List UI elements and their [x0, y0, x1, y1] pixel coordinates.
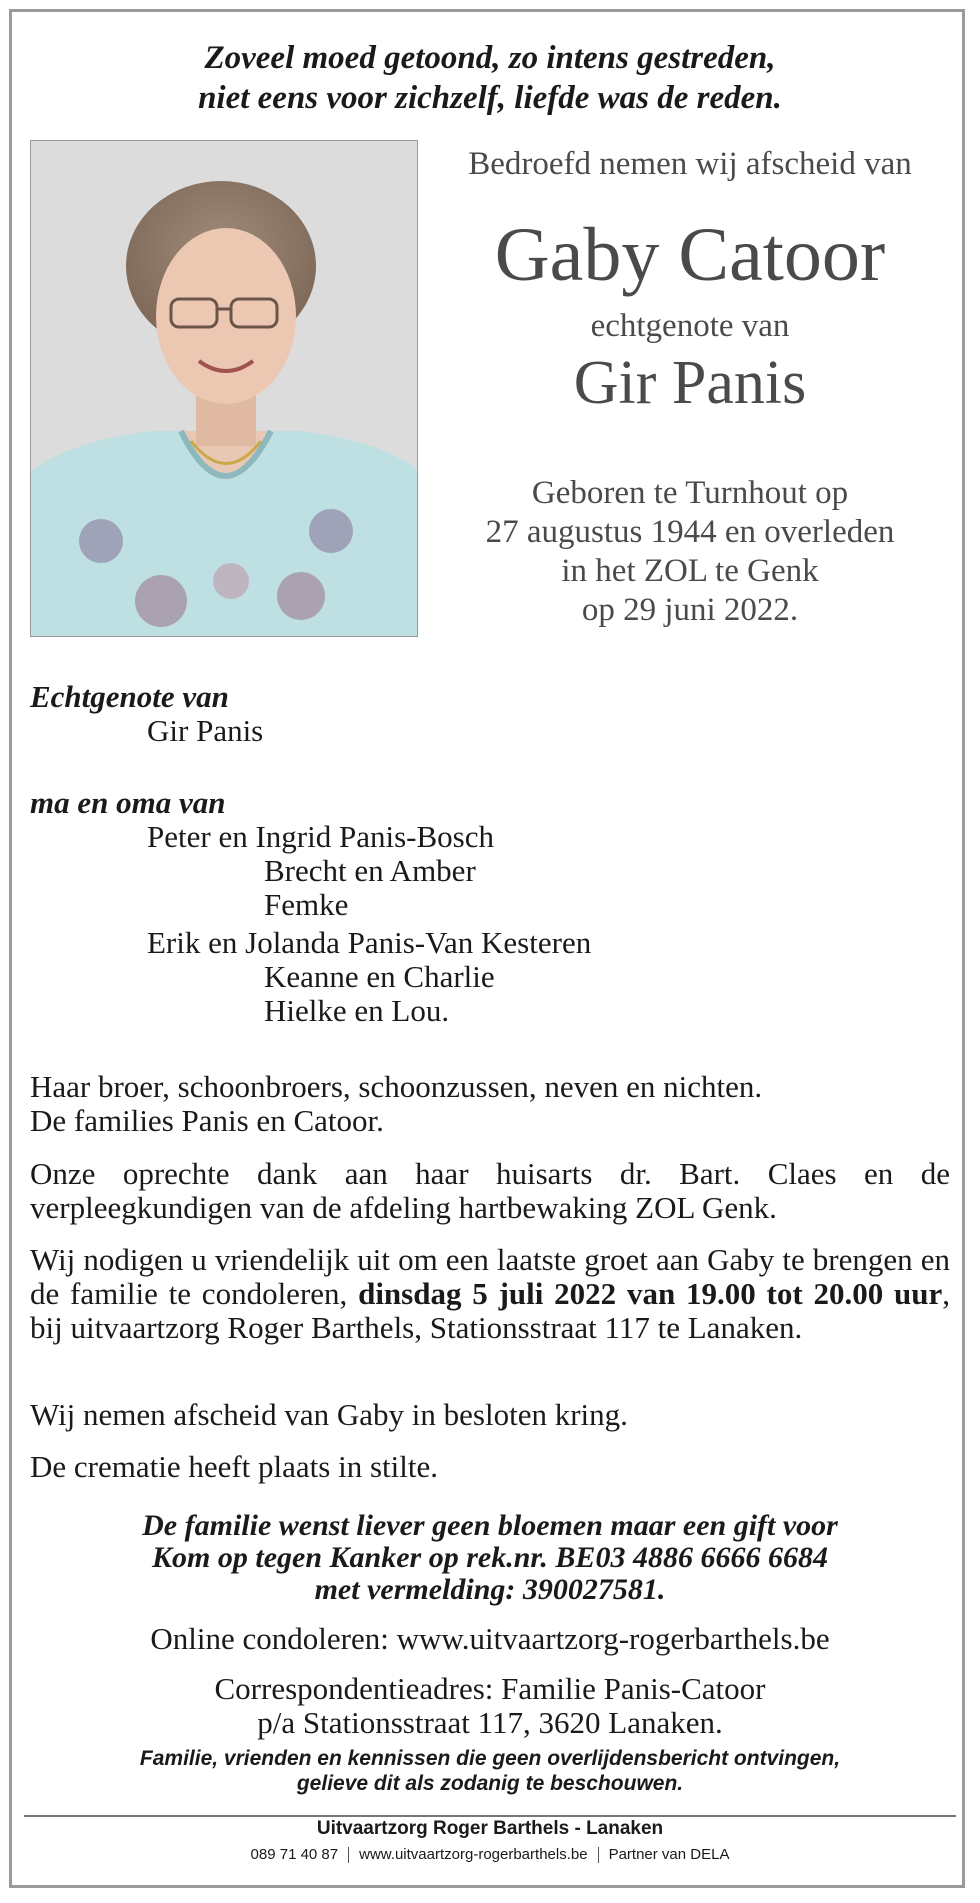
intro-text: Bedroefd nemen wij afscheid van: [468, 146, 912, 182]
deceased-name: Gaby Catoor: [494, 213, 886, 297]
child-2: Erik en Jolanda Panis-Van Kesteren: [147, 925, 592, 960]
motto-line-1: Zoveel moed getoond, zo intens gestreden,: [204, 40, 776, 76]
footer-partner: Partner van DELA: [608, 1846, 730, 1863]
spouse-label: echtgenote van: [590, 308, 790, 344]
notice-disclaimer: [30, 1746, 950, 1796]
footer-website[interactable]: www.uitvaartzorg-rogerbarthels.be: [359, 1846, 588, 1863]
relatives-line-1: Haar broer, schoonbroers, schoonzussen, neven en nichten.: [30, 1069, 763, 1104]
children-heading: ma en oma van: [30, 785, 226, 820]
invitation-text-start: Wij nodigen u vriendelijk uit om een laatste groet aan Gaby te brengen en de familie te condoleren,: [30, 1242, 950, 1311]
footer-phone: 089 71 40 87: [250, 1846, 339, 1863]
online-condolences: Online condoleren: www.uitvaartzorg-rogerbarthels.be: [150, 1621, 830, 1656]
relatives-line-2: De families Panis en Catoor.: [30, 1103, 384, 1138]
grandchildren-1a: Brecht en Amber: [264, 853, 476, 888]
spouse-heading: Echtgenote van: [30, 679, 229, 714]
motto: [20, 38, 960, 118]
grandchildren-2a: Keanne en Charlie: [264, 959, 495, 994]
footer-contact: [30, 1845, 950, 1865]
donation-line-1: De familie wenst liever geen bloemen maar een gift voor: [142, 1509, 838, 1542]
correspondence-address: [30, 1672, 950, 1740]
address-line-2: p/a Stationsstraat 117, 3620 Lanaken.: [257, 1705, 723, 1740]
grandchildren-2b: Hielke en Lou.: [264, 993, 450, 1028]
donation-line-2: Kom op tegen Kanker op rek.nr. BE03 4886 6666 6684: [152, 1541, 828, 1574]
footer-separator: [348, 1847, 349, 1863]
portrait-icon: [31, 141, 418, 637]
invitation-date-time: dinsdag 5 juli 2022 van 19.00 tot 20.00 uur: [358, 1276, 943, 1311]
address-line-1: Correspondentieadres: Familie Panis-Catoor: [214, 1671, 766, 1706]
portrait-photo: [30, 140, 418, 637]
donation-line-3: met vermelding: 390027581.: [314, 1573, 666, 1606]
disclaimer-line-1: Familie, vrienden en kennissen die geen overlijdensbericht ontvingen,: [139, 1747, 841, 1770]
donation-request: [30, 1510, 950, 1606]
thanks-paragraph: Onze oprechte dank aan haar huisarts dr. Bart. Claes en de verpleegkundigen van de afdeling hartbewaking ZOL Genk.: [30, 1156, 950, 1225]
birth-line-2: 27 augustus 1944 en overleden: [485, 514, 895, 550]
grandchildren-1b: Femke: [264, 887, 349, 922]
footer-separator: [598, 1847, 599, 1863]
private-farewell: Wij nemen afscheid van Gaby in besloten kring.: [30, 1397, 628, 1432]
birth-death-info: [430, 474, 950, 630]
family-list: [30, 680, 950, 1028]
cremation-note: De crematie heeft plaats in stilte.: [30, 1449, 438, 1484]
birth-line-1: Geboren te Turnhout op: [531, 475, 849, 511]
invitation-text-end: , bij uitvaartzorg Roger Barthels, Stationsstraat 117 te Lanaken.: [30, 1276, 950, 1345]
birth-line-3: in het ZOL te Genk: [561, 553, 819, 589]
spouse-name: Gir Panis: [573, 349, 807, 417]
relatives-paragraph: [30, 1070, 950, 1138]
disclaimer-line-2: gelieve dit als zodanig te beschouwen.: [296, 1772, 684, 1795]
birth-line-4: op 29 juni 2022.: [581, 592, 799, 628]
invitation-paragraph: [30, 1243, 950, 1345]
family-spouse-name: Gir Panis: [147, 713, 264, 748]
footer-company: Uitvaartzorg Roger Barthels - Lanaken: [316, 1818, 664, 1839]
motto-line-2: niet eens voor zichzelf, liefde was de reden.: [198, 80, 782, 116]
child-1: Peter en Ingrid Panis-Bosch: [147, 819, 494, 854]
